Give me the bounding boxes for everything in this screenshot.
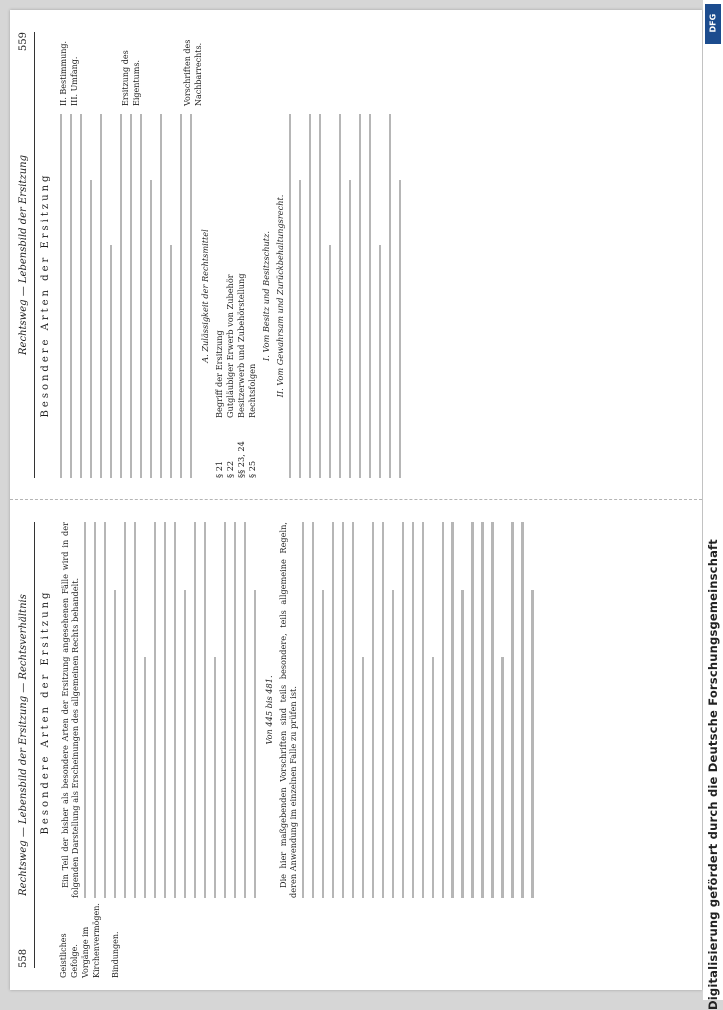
- paragraph: Ein Teil der bisher als besondere Arten der Ersitzung angesehenen Fälle wird in der folgenden Darstellung als Erscheinungen des allgemeinen Rechts behandelt.: [60, 522, 80, 898]
- text-line: [134, 522, 136, 898]
- text-line: [224, 522, 226, 898]
- text-line: [114, 590, 116, 898]
- center-heading: Von 445 bis 481.: [263, 675, 274, 745]
- text-line: [471, 522, 473, 898]
- text-line: [531, 590, 533, 898]
- page-spread: [10, 10, 702, 990]
- text-line: [442, 522, 444, 898]
- text-line: [90, 180, 92, 478]
- text-line: [322, 590, 324, 898]
- text-line: [124, 522, 126, 898]
- section-ref: §§ 23, 24: [235, 441, 246, 478]
- margin-note: Vorgänge im Kirchenvermögen.: [81, 903, 101, 978]
- text-line: [100, 114, 102, 478]
- list-item: [236, 114, 247, 478]
- margin-note: Vorschriften des Nachbarrechts.: [183, 39, 203, 106]
- text-line: [214, 657, 216, 898]
- text-line: [254, 590, 256, 898]
- text-line: [130, 114, 132, 478]
- text-line: [319, 114, 321, 478]
- text-line: [204, 522, 206, 898]
- text-line: [402, 522, 404, 898]
- text-line: [190, 114, 192, 478]
- text-line: [174, 522, 176, 898]
- list-heading: A. Zulässigkeit der Rechtsmittel: [199, 229, 210, 363]
- running-head: Rechtsweg — Lebensbild der Ersitzung: [18, 155, 29, 355]
- contents-list: [200, 114, 286, 478]
- text-line: [339, 114, 341, 478]
- left-page: [10, 499, 702, 990]
- body-text: [60, 522, 688, 898]
- text-line: [362, 657, 364, 898]
- text-line: [382, 522, 384, 898]
- section-ref: § 22: [224, 460, 235, 478]
- text-line: [302, 522, 304, 898]
- text-line: [164, 522, 166, 898]
- subheading: I. Vom Besitz und Besitzschutz.: [260, 231, 271, 361]
- text-block: [302, 522, 534, 898]
- text-line: [352, 522, 354, 898]
- section-title: Besondere Arten der Ersitzung: [40, 172, 51, 418]
- text-line: [60, 114, 62, 478]
- text-line: [521, 522, 523, 898]
- text-line: [289, 114, 291, 478]
- text-block: [289, 114, 401, 478]
- text-line: [389, 114, 391, 478]
- text-line: [399, 180, 401, 478]
- section-ref: § 25: [246, 460, 257, 478]
- text-line: [501, 657, 503, 898]
- page-header: [18, 32, 34, 478]
- text-line: [461, 590, 463, 898]
- text-line: [312, 522, 314, 898]
- margin-notes: [58, 904, 121, 978]
- margin-notes: [58, 20, 204, 106]
- digitization-sidebar: [703, 0, 723, 1010]
- text-line: [144, 657, 146, 898]
- text-line: [70, 114, 72, 478]
- text-line: [491, 522, 493, 898]
- text-line: [392, 590, 394, 898]
- text-line: [194, 522, 196, 898]
- subheading: II. Vom Gewahrsam und Zurückbehaltungsrecht.: [274, 194, 285, 398]
- paragraph: Die hier maßgebenden Vorschriften sind teils besondere, teils allgemeine Regeln, deren Anwendung im einzelnen Falle zu prüfen ist.: [277, 522, 298, 898]
- text-line: [359, 114, 361, 478]
- section-text: Gutgläubiger Erwerb von Zubehör: [224, 274, 235, 418]
- running-head: Rechtsweg — Lebensbild der Ersitzung — Rechtsverhältnis: [18, 594, 29, 896]
- section-ref: § 21: [213, 460, 224, 478]
- text-line: [481, 522, 483, 898]
- text-line: [379, 245, 381, 478]
- list-item: [247, 114, 258, 478]
- scanned-sheet: [10, 10, 702, 990]
- text-line: [94, 522, 96, 898]
- text-block: [84, 522, 256, 898]
- list-item: [214, 114, 225, 478]
- text-line: [110, 245, 112, 478]
- page-header: [18, 522, 34, 968]
- header-rule: [34, 522, 35, 968]
- text-line: [184, 590, 186, 898]
- text-line: [244, 522, 246, 898]
- margin-note: III. Umfang.: [70, 56, 79, 106]
- text-line: [332, 522, 334, 898]
- dfg-logo: DFG: [705, 4, 721, 44]
- page-number: 559: [18, 32, 29, 52]
- text-line: [369, 114, 371, 478]
- section-text: Rechtsfolgen: [246, 363, 257, 418]
- text-line: [80, 114, 82, 478]
- text-line: [329, 245, 331, 478]
- body-text: [60, 114, 688, 478]
- text-line: [150, 180, 152, 478]
- text-line: [84, 522, 86, 898]
- text-line: [309, 114, 311, 478]
- margin-note: Ersitzung des Eigentums.: [121, 50, 141, 106]
- text-line: [154, 522, 156, 898]
- section-text: Besitzerwerb und Zubehörstellung: [235, 273, 246, 418]
- text-line: [160, 114, 162, 478]
- text-line: [412, 522, 414, 898]
- margin-note: Geistliches Gefolge.: [59, 933, 79, 978]
- text-line: [170, 245, 172, 478]
- text-line: [342, 522, 344, 898]
- text-line: [432, 657, 434, 898]
- text-line: [104, 522, 106, 898]
- text-line: [451, 522, 453, 898]
- text-line: [511, 522, 513, 898]
- section-text: Begriff der Ersitzung: [213, 330, 224, 418]
- header-rule: [34, 32, 35, 478]
- section-title: Besondere Arten der Ersitzung: [40, 589, 51, 835]
- margin-note: Bindungen.: [111, 931, 120, 978]
- margin-note: II. Bestimmung.: [59, 40, 68, 106]
- text-line: [140, 114, 142, 478]
- page-number: 558: [18, 948, 29, 968]
- text-line: [372, 522, 374, 898]
- text-line: [180, 114, 182, 478]
- text-line: [234, 522, 236, 898]
- text-block: [60, 114, 192, 478]
- list-item: [225, 114, 236, 478]
- text-line: [349, 180, 351, 478]
- funding-notice: Digitalisierung gefördert durch die Deutsche Forschungsgemeinschaft: [706, 539, 720, 1010]
- text-line: [299, 180, 301, 478]
- text-line: [422, 522, 424, 898]
- text-line: [120, 114, 122, 478]
- right-page: [10, 10, 702, 500]
